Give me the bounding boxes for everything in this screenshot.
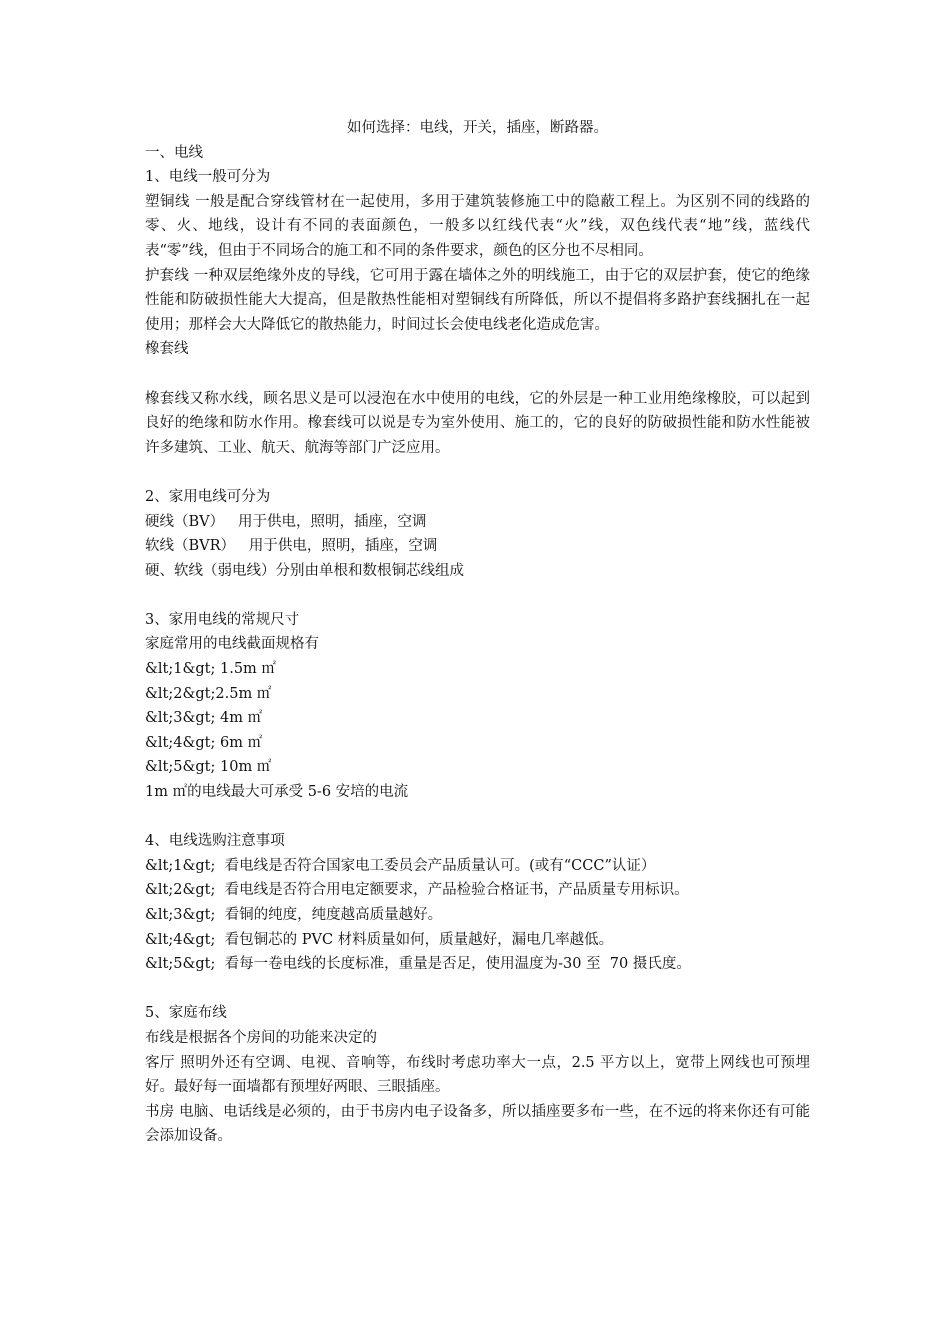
size-item: &lt;5&gt; 10m ㎡ [145, 759, 272, 776]
paragraph-xiangtao: 橡套线又称水线，顾名思义是可以浸泡在水中使用的电线，它的外层是一种工业用绝缘橡胶，可以起到良好的绝缘和防水作用。橡套线可以说是专为室外使用、施工的，它的良好的防破损性能和防水性能被许多建筑、工业、航天、航海等部门广泛应用。 [145, 390, 810, 456]
section3-intro: 家庭常用的电线截面规格有 [145, 636, 319, 653]
blank-line [145, 583, 810, 608]
section2-heading: 2、家用电线可分为 [145, 488, 271, 505]
checklist-item: &lt;1&gt; 看电线是否符合国家电工委员会产品质量认可。(或有“CCC”认证） [145, 857, 656, 874]
section4-heading: 4、电线选购注意事项 [145, 833, 285, 850]
section2-line: 硬线（BV） 用于供电，照明，插座，空调 [145, 513, 427, 530]
paragraph-shufang: 书房 电脑、电话线是必须的，由于书房内电子设备多，所以插座要多布一些，在不远的将来你还有可能会添加设备。 [145, 1103, 810, 1145]
blank-line [145, 977, 810, 1002]
checklist-item: &lt;2&gt; 看电线是否符合用电定额要求，产品检验合格证书，产品质量专用标识。 [145, 882, 689, 899]
paragraph-keting: 客厅 照明外还有空调、电视、音响等，布线时考虑功率大一点，2.5 平方以上，宽带上网线也可预埋好。最好每一面墙都有预埋好两眼、三眼插座。 [145, 1054, 810, 1096]
size-item: &lt;1&gt; 1.5m ㎡ [145, 661, 276, 678]
size-item: &lt;2&gt;2.5m ㎡ [145, 685, 272, 702]
section1-heading: 一、电线 [145, 144, 203, 161]
checklist-item: &lt;3&gt; 看铜的纯度，纯度越高质量越好。 [145, 907, 443, 923]
size-item: &lt;3&gt; 4m ㎡ [145, 710, 263, 727]
section5-heading: 5、家庭布线 [145, 1005, 227, 1022]
size-item: &lt;4&gt; 6m ㎡ [145, 734, 263, 751]
checklist-item: &lt;4&gt; 看包铜芯的 PVC 材料质量如何，质量越好，漏电几率越低。 [145, 931, 614, 948]
section1-sub1: 1、电线一般可分为 [145, 169, 271, 186]
blank-line [145, 460, 810, 485]
section2-line: 硬、软线（弱电线）分别由单根和数根铜芯线组成 [145, 562, 464, 579]
section2-line: 软线（BVR） 用于供电，照明，插座，空调 [145, 538, 438, 555]
xiangtao-label: 橡套线 [145, 341, 189, 358]
paragraph-sutong: 塑铜线 一般是配合穿线管材在一起使用，多用于建筑装修施工中的隐蔽工程上。为区别不同的线路的零、火、地线，设计有不同的表面颜色，一般多以红线代表“火”线，双色线代表“地”线，蓝线代表“零”线，但由于不同场合的施工和不同的条件要求，颜色的区分也不尽相同。 [145, 193, 810, 259]
paragraph-hutao: 护套线 一种双层绝缘外皮的导线，它可用于露在墙体之外的明线施工，由于它的双层护套，使它的绝缘性能和防破损性能大大提高，但是散热性能相对塑铜线有所降低，所以不提倡将多路护套线捆扎在一起使用；那样会大大降低它的散热能力，时间过长会使电线老化造成危害。 [145, 267, 810, 333]
blank-line [145, 805, 810, 830]
section3-heading: 3、家用电线的常规尺寸 [145, 611, 300, 628]
blank-line [145, 362, 810, 387]
document-title: 如何选择：电线，开关，插座，断路器。 [347, 120, 608, 136]
document-page [145, 116, 810, 1149]
checklist-item: &lt;5&gt; 看每一卷电线的长度标准，重量是否足，使用温度为-30 至 70 摄氏度。 [145, 956, 691, 973]
section5-intro: 布线是根据各个房间的功能来决定的 [145, 1029, 377, 1046]
section3-note: 1m ㎡的电线最大可承受 5-6 安培的电流 [145, 784, 409, 801]
